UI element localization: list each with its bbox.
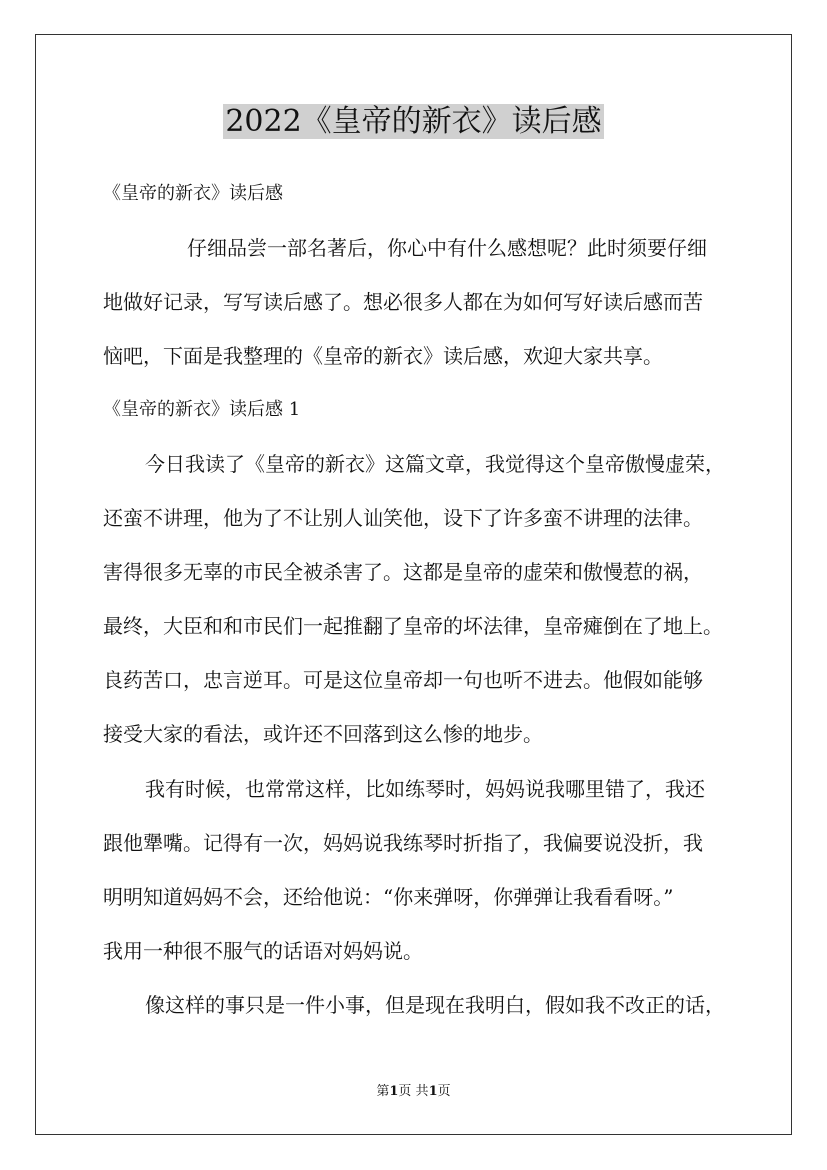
document-title-text: 2022《皇帝的新衣》读后感 — [225, 104, 602, 139]
footer-page-mid: 页 共 — [398, 1084, 429, 1099]
paragraph-line: 我用一种很不服气的话语对妈妈说。 — [103, 939, 423, 963]
intro-line: 仔细品尝一部名著后，你心中有什么感想呢？此时须要仔细 — [187, 236, 707, 260]
footer-page-prefix: 第 — [376, 1084, 390, 1099]
intro-line: 地做好记录，写写读后感了。想必很多人都在为如何写好读后感而苦 — [103, 290, 703, 314]
paragraph-line: 最终，大臣和和市民们一起推翻了皇帝的坏法律，皇帝瘫倒在了地上。 — [103, 614, 723, 638]
paragraph-line: 我有时候，也常常这样，比如练琴时，妈妈说我哪里错了，我还 — [145, 777, 705, 801]
footer-page-total: 1 — [428, 1084, 438, 1099]
footer-page-suffix: 页 — [437, 1084, 451, 1099]
section-heading: 《皇帝的新衣》读后感 1 — [103, 399, 301, 420]
paragraph-line: 还蛮不讲理，他为了不让别人讪笑他，设下了许多蛮不讲理的法律。 — [103, 506, 703, 530]
paragraph-line: 害得很多无辜的市民全被杀害了。这都是皇帝的虚荣和傲慢惹的祸， — [103, 560, 703, 584]
paragraph-line: 像这样的事只是一件小事，但是现在我明白，假如我不改正的话， — [145, 993, 725, 1017]
paragraph-line: 跟他犟嘴。记得有一次，妈妈说我练琴时折指了，我偏要说没折，我 — [103, 831, 703, 855]
intro-line: 恼吧，下面是我整理的《皇帝的新衣》读后感，欢迎大家共享。 — [103, 344, 663, 368]
document-title — [0, 100, 827, 144]
paragraph-line: 明明知道妈妈不会，还给他说：“你来弹呀，你弹弹让我看看呀。” — [103, 885, 674, 909]
paragraph-line: 良药苦口，忠言逆耳。可是这位皇帝却一句也听不进去。他假如能够 — [103, 668, 703, 692]
paragraph-line: 今日我读了《皇帝的新衣》这篇文章，我觉得这个皇帝傲慢虚荣， — [145, 452, 725, 476]
paragraph-line: 接受大家的看法，或许还不回落到这么惨的地步。 — [103, 722, 543, 746]
document-subtitle: 《皇帝的新衣》读后感 — [103, 183, 283, 204]
page-footer — [0, 1083, 827, 1101]
footer-page-current: 1 — [389, 1084, 399, 1099]
